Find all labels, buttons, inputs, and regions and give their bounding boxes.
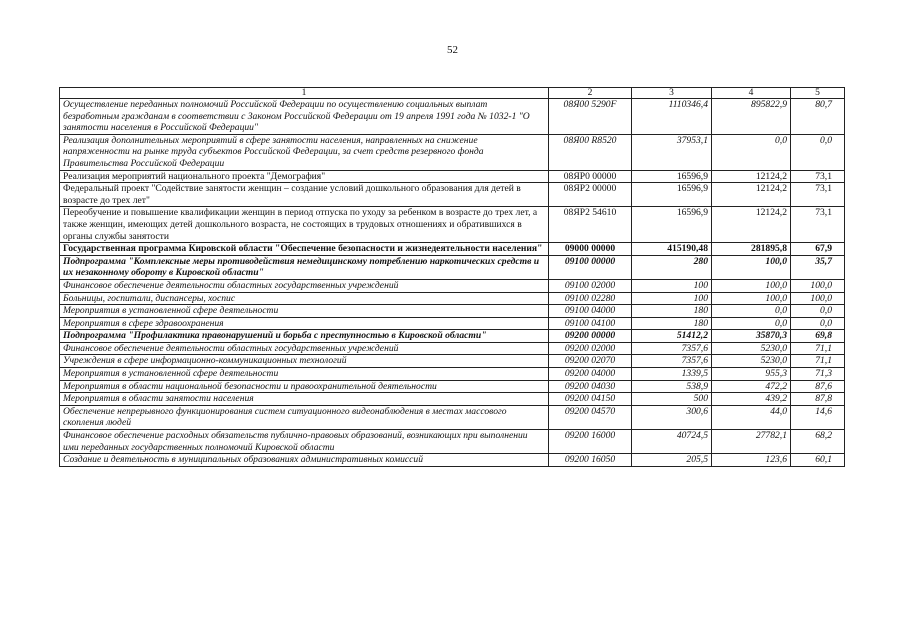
row-name: Мероприятия в установленной сфере деятельности [60,305,549,318]
row-code: 09200 16000 [549,430,632,454]
table-row [60,405,845,429]
row-percent: 87,8 [791,393,845,406]
row-plan: 1110346,4 [632,99,712,135]
row-actual: 100,0 [712,292,791,305]
row-percent: 73,1 [791,170,845,183]
table-row [60,330,845,343]
row-percent: 0,0 [791,305,845,318]
row-code: 09100 00000 [549,255,632,279]
row-code: 08Я00 5290F [549,99,632,135]
row-name: Создание и деятельность в муниципальных образованиях административных комиссий [60,454,549,467]
column-header-4: 4 [712,88,791,99]
row-actual: 27782,1 [712,430,791,454]
row-code: 09200 16050 [549,454,632,467]
table-row [60,279,845,292]
column-header-1: 1 [60,88,549,99]
row-name: Реализация мероприятий национального проекта "Демография" [60,170,549,183]
row-plan: 100 [632,279,712,292]
row-code: 09100 04000 [549,305,632,318]
row-percent: 68,2 [791,430,845,454]
row-plan: 180 [632,317,712,330]
row-actual: 12124,2 [712,170,791,183]
row-percent: 87,6 [791,380,845,393]
row-plan: 16596,9 [632,170,712,183]
table-row [60,430,845,454]
table-row [60,454,845,467]
row-name: Финансовое обеспечение деятельности областных государственных учреждений [60,342,549,355]
row-percent: 80,7 [791,99,845,135]
row-plan: 7357,6 [632,342,712,355]
row-code: 09200 04000 [549,368,632,381]
row-actual: 0,0 [712,305,791,318]
row-code: 09200 02070 [549,355,632,368]
row-code: 09100 02000 [549,279,632,292]
table-row [60,305,845,318]
row-plan: 1339,5 [632,368,712,381]
row-actual: 5230,0 [712,342,791,355]
row-plan: 7357,6 [632,355,712,368]
row-plan: 538,9 [632,380,712,393]
row-percent: 60,1 [791,454,845,467]
row-code: 09200 00000 [549,330,632,343]
row-actual: 100,0 [712,255,791,279]
row-name: Осуществление переданных полномочий Российской Федерации по осуществлению социальных выплат безработным гражданам в соответствии с Законом Российской Федерации от 19 апреля 1991 года № 1032-1 "О занятости населения в Российской Федерации" [60,99,549,135]
table-row [60,393,845,406]
row-actual: 895822,9 [712,99,791,135]
row-name: Подпрограмма "Профилактика правонарушений и борьба с преступностью в Кировской области" [60,330,549,343]
row-code: 09100 02280 [549,292,632,305]
row-percent: 69,8 [791,330,845,343]
row-name: Финансовое обеспечение деятельности областных государственных учреждений [60,279,549,292]
row-code: 08ЯР0 00000 [549,170,632,183]
table-row [60,243,845,256]
table-row [60,355,845,368]
row-name: Переобучение и повышение квалификации женщин в период отпуска по уходу за ребенком в возрасте до трех лет, а также женщин, имеющих детей дошкольного возраста, не состоящих в трудовых отношениях и обратившихся в органы службы занятости [60,207,549,243]
row-percent: 35,7 [791,255,845,279]
row-name: Федеральный проект "Содействие занятости женщин – создание условий дошкольного образования для детей в возрасте до трех лет" [60,183,549,207]
row-actual: 5230,0 [712,355,791,368]
row-plan: 280 [632,255,712,279]
row-percent: 73,1 [791,183,845,207]
row-percent: 71,1 [791,355,845,368]
row-plan: 16596,9 [632,207,712,243]
row-plan: 205,5 [632,454,712,467]
row-name: Финансовое обеспечение расходных обязательств публично-правовых образований, возникающих при выполнении ими переданных государственных полномочий Кировской области [60,430,549,454]
row-actual: 12124,2 [712,207,791,243]
table-row [60,207,845,243]
row-name: Учреждения в сфере информационно-коммуникационных технологий [60,355,549,368]
row-plan: 16596,9 [632,183,712,207]
row-percent: 14,6 [791,405,845,429]
column-header-3: 3 [632,88,712,99]
table-row [60,134,845,170]
row-percent: 0,0 [791,134,845,170]
row-percent: 71,1 [791,342,845,355]
table-header-row [60,88,845,99]
row-code: 08ЯР2 00000 [549,183,632,207]
row-code: 09100 04100 [549,317,632,330]
table-row [60,183,845,207]
row-code: 08ЯР2 54610 [549,207,632,243]
table-row [60,380,845,393]
row-name: Мероприятия в установленной сфере деятельности [60,368,549,381]
row-percent: 100,0 [791,279,845,292]
page-number: 52 [447,44,458,56]
row-actual: 472,2 [712,380,791,393]
row-percent: 67,9 [791,243,845,256]
row-code: 09000 00000 [549,243,632,256]
row-name: Мероприятия в области национальной безопасности и правоохранительной деятельности [60,380,549,393]
row-plan: 415190,48 [632,243,712,256]
row-name: Обеспечение непрерывного функционирования систем ситуационного видеонаблюдения в местах массового скопления людей [60,405,549,429]
row-name: Реализация дополнительных мероприятий в сфере занятости населения, направленных на снижение напряженности на рынке труда субъектов Российской Федерации, за счет средств резервного фонда Правительства Российской Федерации [60,134,549,170]
row-plan: 100 [632,292,712,305]
column-header-2: 2 [549,88,632,99]
row-name: Мероприятия в сфере здравоохранения [60,317,549,330]
table-row [60,368,845,381]
row-actual: 0,0 [712,317,791,330]
row-percent: 0,0 [791,317,845,330]
row-name: Мероприятия в области занятости населения [60,393,549,406]
table-row [60,292,845,305]
row-actual: 35870,3 [712,330,791,343]
row-plan: 51412,2 [632,330,712,343]
row-code: 09200 04570 [549,405,632,429]
row-plan: 180 [632,305,712,318]
row-actual: 281895,8 [712,243,791,256]
row-actual: 44,0 [712,405,791,429]
row-percent: 73,1 [791,207,845,243]
budget-table [59,87,845,467]
row-actual: 100,0 [712,279,791,292]
row-percent: 71,3 [791,368,845,381]
table-row [60,170,845,183]
table-row [60,317,845,330]
table-row [60,255,845,279]
row-code: 09200 04030 [549,380,632,393]
row-percent: 100,0 [791,292,845,305]
row-actual: 439,2 [712,393,791,406]
row-plan: 40724,5 [632,430,712,454]
row-plan: 37953,1 [632,134,712,170]
row-actual: 955,3 [712,368,791,381]
row-name: Подпрограмма "Комплексные меры противодействия немедицинскому потреблению наркотических средств и их незаконному обороту в Кировской области" [60,255,549,279]
row-name: Больницы, госпитали, диспансеры, хоспис [60,292,549,305]
table-row [60,99,845,135]
column-header-5: 5 [791,88,845,99]
row-name: Государственная программа Кировской области "Обеспечение безопасности и жизнедеятельности населения" [60,243,549,256]
row-plan: 500 [632,393,712,406]
row-actual: 0,0 [712,134,791,170]
row-actual: 12124,2 [712,183,791,207]
row-actual: 123,6 [712,454,791,467]
table-row [60,342,845,355]
row-code: 09200 04150 [549,393,632,406]
row-code: 08Я00 R8520 [549,134,632,170]
row-plan: 300,6 [632,405,712,429]
row-code: 09200 02000 [549,342,632,355]
